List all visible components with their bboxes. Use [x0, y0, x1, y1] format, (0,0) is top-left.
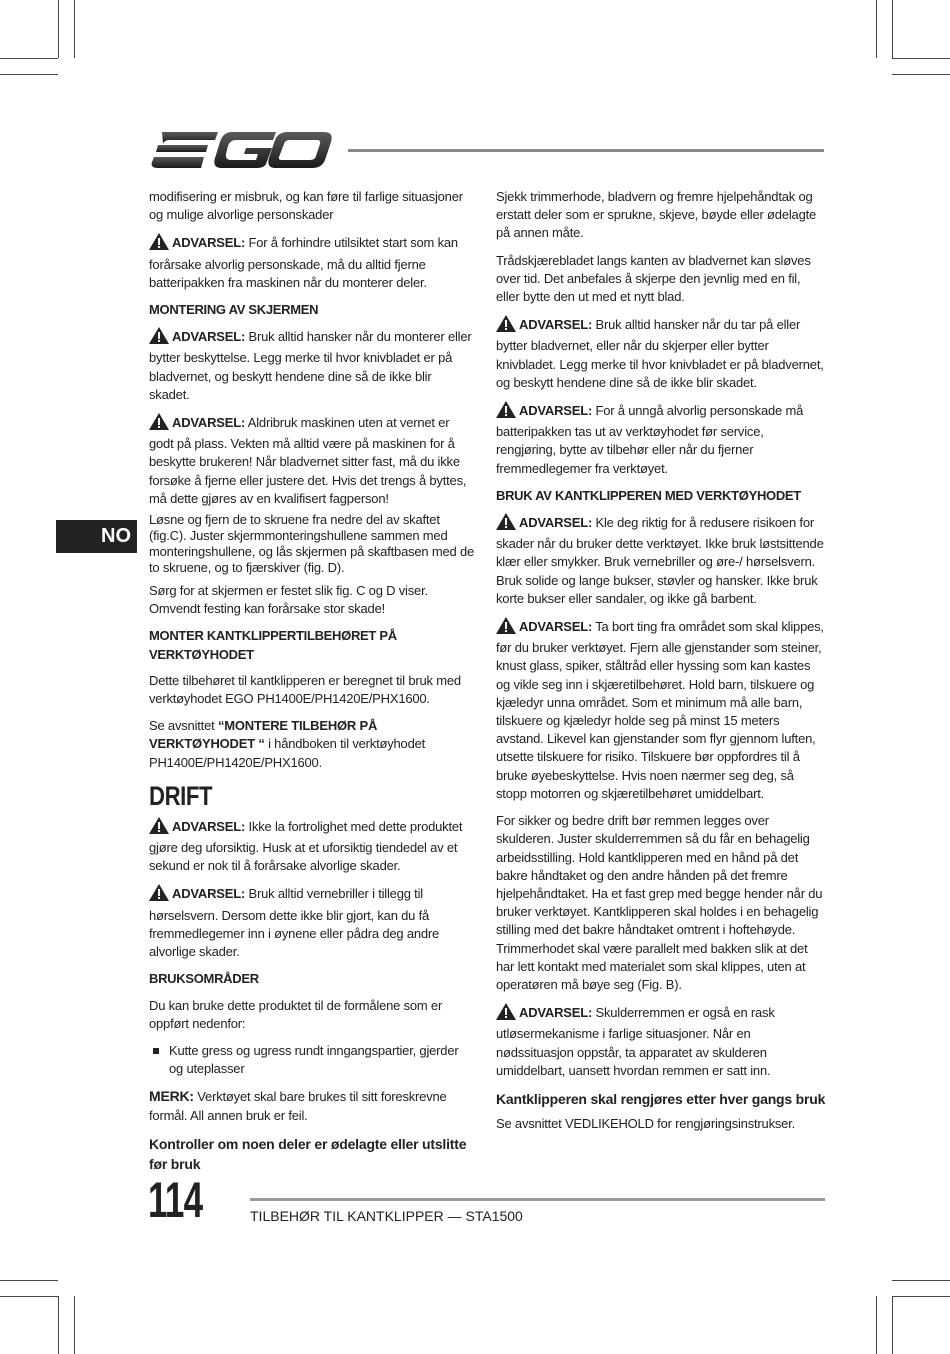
list-item-text: Kutte gress og ugress rundt inngangspartier, gjerder og uteplasser — [169, 1042, 459, 1077]
warning-label: ADVARSEL: — [172, 818, 246, 834]
warning-text: Kle deg riktig for å redusere risikoen for skader når du bruker dette verktøyet. Ikke bruk løstsittende klær eller smykker. Bruk vernebriller og øre-/ hørselsvern. Bruk solide og lange bukser, støvler og hansker. Ikke bruk korte bukser eller sandaler, og ikke gå barbent. — [496, 515, 824, 606]
section-heading: MONTER KANTKLIPPERTILBEHØRET PÅ VERKTØYHODET — [149, 628, 397, 662]
crop-mark — [876, 1296, 877, 1354]
warning-label: ADVARSEL: — [172, 235, 246, 251]
warning-text: Ta bort ting fra området som skal klippes, før du bruker verktøyet. Fjern alle gjenstander som steiner, knust glass, spiker, ståltråd eller hyssing som kan kastes og vikle seg inn i skjæretilbehøret. Hold barn, tilskuere og kjæledyr unna området. Som et minimum må alle barn, tilskuere og kjæledyr holde seg på minst 15 meters avstand. Likevel kan gjenstander som flyr gjennom luften, utsette tilskuere for risiko. Tilskuere bør oppfordres til å bruke øyebeskyttelse. Hvis noen nærmer seg deg, så stopp motorren og skjæretilbehøret umiddelbart. — [496, 619, 824, 801]
paragraph: Sørg for at skjermen er festet slik fig. C og D viser. Omvendt festing kan forårsake stor skade! — [149, 583, 428, 617]
warning-text: Bruk alltid hansker når du tar på eller bytter bladvernet, eller når du skjerper eller bytter knivbladet. Legg merke til hvor knivbladet er på bladvernet, og beskytt hendene dine så de ikke blir skadet. — [496, 317, 824, 390]
crop-mark — [892, 0, 893, 58]
warning-label: ADVARSEL: — [172, 415, 246, 431]
warning-icon — [496, 1003, 516, 1025]
note-text: Verktøyet skal bare brukes til sitt foreskrevne formål. All annen bruk er feil. — [149, 1089, 447, 1123]
paragraph: Dette tilbehøret til kantklipperen er beregnet til bruk med verktøyhodet EGO PH1400E/PH1420E/PHX1600. — [149, 672, 461, 707]
warning-icon — [496, 401, 516, 423]
warning-block — [496, 1003, 826, 1080]
ego-logo — [148, 128, 332, 172]
note-label: MERK: — [149, 1088, 194, 1105]
paragraph-text: i håndboken til verktøyhodet PH1400E/PH1420E/PHX1600. — [149, 736, 426, 770]
warning-label: ADVARSEL: — [519, 515, 593, 531]
warning-block — [149, 884, 475, 961]
crop-mark — [892, 1296, 950, 1297]
paragraph: modifisering er misbruk, og kan føre til farlige situasjoner og mulige alvorlige personskader — [149, 189, 463, 223]
warning-block — [149, 233, 475, 292]
crop-mark — [74, 1296, 75, 1354]
section-heading: BRUKSOMRÅDER — [149, 971, 259, 987]
paragraph — [149, 717, 475, 772]
warning-icon — [149, 327, 169, 349]
crop-mark — [876, 0, 877, 58]
warning-icon — [149, 233, 169, 255]
left-column — [149, 188, 475, 1180]
footer-rule — [250, 1198, 825, 1201]
bold-heading: Kantklipperen skal rengjøres etter hver gangs bruk — [496, 1090, 826, 1107]
paragraph-text: Se avsnittet — [149, 718, 218, 734]
reference-title: “MONTERE TILBEHØR PÅ VERKTØYHODET “ — [149, 718, 378, 752]
warning-text: Skulderremmen er også en rask utløsermekanisme i farlige situasjoner. Når en nødssituasjon oppstår, ta apparatet av skulderen umiddelbart, uansett hvordan remmen er satt inn. — [496, 1005, 775, 1078]
warning-icon — [149, 884, 169, 906]
warning-text: Ikke la fortrolighet med dette produktet gjøre deg uforsiktig. Husk at et uforsiktig tiendedel av et sekund er nok til å forårsake alvorlige skader. — [149, 818, 463, 874]
paragraph: Løsne og fjern de to skruene fra nedre del av skaftet (fig.C). Juster skjermmonteringshullene sammen med monteringshullene, og lås skjermen på skaftbasen med de to skruene, og to fjærskiver (fig. D). — [149, 512, 475, 576]
crop-mark — [892, 1280, 950, 1281]
crop-mark — [58, 1296, 59, 1354]
warning-label: ADVARSEL: — [172, 329, 246, 345]
warning-block — [496, 315, 826, 392]
warning-block — [149, 413, 475, 508]
warning-block — [149, 327, 475, 404]
warning-icon — [496, 315, 516, 337]
crop-mark — [892, 74, 950, 75]
section-title: DRIFT — [149, 780, 213, 811]
crop-mark — [892, 1296, 893, 1354]
crop-mark — [0, 1296, 58, 1297]
paragraph: Se avsnittet VEDLIKEHOLD for rengjøringsinstrukser. — [496, 1115, 796, 1131]
section-heading: BRUK AV KANTKLIPPEREN MED VERKTØYHODET — [496, 487, 801, 503]
warning-label: ADVARSEL: — [172, 886, 246, 902]
crop-mark — [0, 58, 58, 59]
warning-icon — [149, 413, 169, 435]
footer-text: TILBEHØR TIL KANTKLIPPER — STA1500 — [250, 1208, 523, 1224]
language-tab: NO — [56, 520, 137, 553]
warning-block — [149, 817, 475, 876]
paragraph: For sikker og bedre drift bør remmen legges over skulderen. Juster skulderremmen så du får en behagelig arbeidsstilling. Hold kantklipperen med en hånd på det bakre håndtaket og den andre hånden på det fremre hjelpehåndtaket. Ha et fast grep med begge hender når du bruker verktøyet. Kantklipperen skal holdes i en behagelig stilling med det bakre håndtaket omtrent i hoftehøyde. Trimmerhodet skal være parallelt med bakken slik at det har lett kontakt med materialet som skal klippes, uten at operatøren må bøye seg (Fig. B). — [496, 813, 823, 992]
warning-block — [496, 617, 826, 803]
crop-mark — [58, 0, 59, 58]
warning-block — [496, 401, 826, 478]
crop-mark — [0, 1280, 58, 1281]
warning-text: For å forhindre utilsiktet start som kan forårsake alvorlig personskade, må du alltid fjerne batteripakken fra maskinen når du monterer deler. — [149, 235, 458, 290]
warning-icon — [149, 817, 169, 839]
page-number: 114 — [148, 1172, 203, 1228]
list-item — [149, 1042, 475, 1078]
warning-text: For å unngå alvorlig personskade må batteripakken tas ut av verktøyhodet før service, rengjøring, bytte av tilbehør eller når du fjerner fremmedlegemer fra verktøyet. — [496, 403, 804, 476]
paragraph: Du kan bruke dette produktet til de formålene som er oppført nedenfor: — [149, 997, 443, 1031]
warning-text: Bruk alltid vernebriller i tillegg til hørselsvern. Dersom dette ikke blir gjort, kan du få fremmedlegemer inn i øynene eller pådra deg andre alvorlige skader. — [149, 886, 440, 960]
crop-mark — [0, 74, 58, 75]
right-column — [496, 188, 826, 1142]
warning-label: ADVARSEL: — [519, 403, 593, 419]
warning-label: ADVARSEL: — [519, 1005, 593, 1021]
warning-block — [496, 513, 826, 608]
crop-mark — [74, 0, 75, 58]
bold-heading: Kontroller om noen deler er ødelagte eller utslitte før bruk — [149, 1135, 467, 1172]
warning-text: Bruk alltid hansker når du monterer eller bytter beskyttelse. Legg merke til hvor knivbladet er på bladvernet, og beskytt hendene dine så de ikke blir skadet. — [149, 329, 472, 402]
paragraph: Sjekk trimmerhode, bladvern og fremre hjelpehåndtak og erstatt deler som er sprukne, skjeve, bøyde eller ødelagte på annen måte. — [496, 189, 817, 241]
header-rule — [348, 149, 824, 152]
warning-label: ADVARSEL: — [519, 619, 593, 635]
section-heading: MONTERING AV SKJERMEN — [149, 302, 319, 318]
bullet-icon — [153, 1048, 159, 1054]
warning-text: Aldribruk maskinen uten at vernet er godt på plass. Vekten må alltid være på maskinen for å beskytte brukeren! Når bladvernet sitter fast, må du ikke forsøke å fjerne eller justere det. Hvis det trengs å byttes, må dette gjøres av en kvalifisert fagperson! — [149, 415, 467, 506]
warning-icon — [496, 513, 516, 535]
note-block — [149, 1087, 475, 1124]
warning-label: ADVARSEL: — [519, 317, 593, 333]
crop-mark — [892, 58, 950, 59]
paragraph: Trådskjærebladet langs kanten av bladvernet kan sløves over tid. Det anbefales å skjerpe den jevnlig med en fil, eller bytte den ut med et nytt blad. — [496, 252, 811, 305]
warning-icon — [496, 617, 516, 639]
